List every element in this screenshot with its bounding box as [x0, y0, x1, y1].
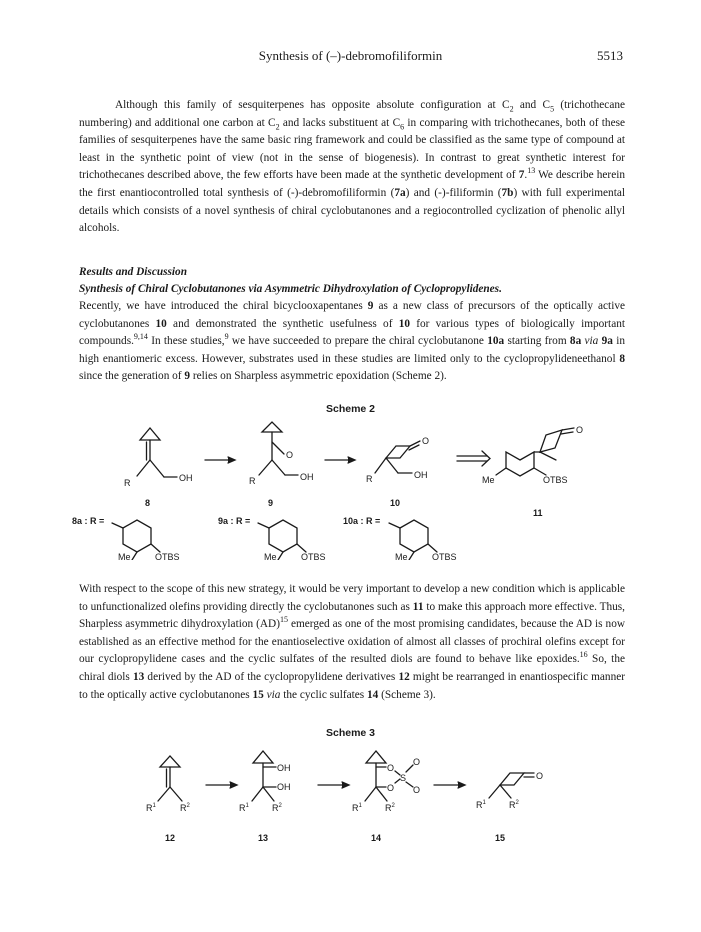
scheme2-11-otbs: OTBS	[543, 475, 568, 485]
compound-11-label: 11	[533, 508, 543, 518]
scheme2-10a-me: Me	[395, 552, 408, 560]
section-heading: Results and Discussion	[79, 266, 187, 278]
scheme-2-diagram	[0, 420, 701, 560]
scheme3-12-r1: $R^1$	[146, 803, 156, 813]
definition-9a: 9a : R =	[218, 516, 251, 526]
compound-14-label: 14	[371, 833, 382, 843]
scheme3-15-r2: $R^2$	[509, 800, 519, 810]
scheme2-10a-otbs: OTBS	[432, 552, 457, 560]
scheme-3-diagram	[0, 745, 701, 855]
scheme2-10-oh: OH	[414, 470, 428, 480]
scheme3-14-o-s2: O	[413, 785, 421, 795]
scheme2-8-r: R	[124, 478, 131, 488]
compound-12-label: 12	[165, 833, 176, 843]
scheme2-9a-otbs: OTBS	[301, 552, 326, 560]
scheme2-9-r: R	[249, 476, 256, 486]
scheme3-14-o-top: O	[387, 763, 395, 773]
scheme2-8-oh: OH	[179, 473, 193, 483]
scheme2-9-o: O	[286, 450, 294, 460]
compound-8-label: 8	[145, 498, 151, 508]
scheme3-14-o-bottom: O	[387, 783, 395, 793]
scheme3-15-o: O	[536, 771, 544, 781]
subsection-heading: Synthesis of Chiral Cyclobutanones via Asymmetric Dihydroxylation of Cyclopropylidenes.	[79, 283, 502, 295]
scheme3-13-r1: $R^1$	[239, 803, 249, 813]
scheme2-8a-otbs: OTBS	[155, 552, 180, 560]
compound-10-label: 10	[390, 498, 401, 508]
scheme2-9a-me: Me	[264, 552, 277, 560]
paragraph-results: Recently, we have introduced the chiral bicyclooxapentanes 9 as a new class of precursors of the optically active cyclobutanones 10 and demonstrated the synthetic usefulness of 10 for various types of biologically important compounds.$^{9,14}$ In these studies,$^9$ we have succeeded to prepare the chiral cyclobutanone 10a starting from 8a via 9a in high enantiomeric excess. However, substrates used in these studies are limited only to the cyclopropylideneethanol 8 since the generation of 9 relies on Sharpless asymmetric epoxidation (Scheme 2).	[79, 300, 626, 383]
definition-8a: 8a : R =	[72, 516, 105, 526]
scheme2-10-r: R	[366, 474, 373, 484]
scheme3-14-r1: $R^1$	[352, 803, 362, 813]
scheme3-15-r1: $R^1$	[476, 800, 486, 810]
scheme-3-label: Scheme 3	[325, 727, 376, 739]
compound-15-label: 15	[495, 833, 506, 843]
page-number: 5513	[597, 48, 623, 63]
scheme3-13-oh-top: OH	[277, 763, 291, 773]
scheme3-12-r2: $R^2$	[180, 803, 190, 813]
paragraph-ad-strategy: With respect to the scope of this new strategy, it would be very important to develop a new condition which is applicable to unfunctionalized olefins providing directly the cyclobutanones such as 11 to make this approach more effective. Thus, Sharpless asymmetric dihydroxylation (AD)$^{15}$ emerged as one of the most promising candidates, because the AD is now established as an effective method for the enantioselective oxidation of almost all classes of prochiral olefins except for our cyclopropylidene cases and the cyclic sulfates of the resulted diols are found to behave like epoxides.$^{16}$ So, the chiral diols 13 derived by the AD of the cyclopropylidene derivatives 12 might be rearranged in enantiospecific manner to the optically active cyclobutanones 15 via the cyclic sulfates 14 (Scheme 3).	[79, 583, 626, 701]
running-header	[0, 48, 701, 66]
compound-13-label: 13	[258, 833, 269, 843]
definition-10a: 10a : R =	[343, 516, 381, 526]
scheme2-11-o: O	[576, 425, 584, 435]
scheme2-10-o: O	[422, 436, 430, 446]
scheme-2-label: Scheme 2	[325, 403, 376, 415]
paragraph-intro: Although this family of sesquiterpenes has opposite absolute configuration at $C_2$ and $C_5$ (trichothecane numbering) and additional one carbon at $C_2$ and lacks substituent at $C_6$ in comparing with trichothecanes, both of these families of sesquiterpenes have the same basic ring framework and could be classified as the same type of compound at least in the synthetic point of view (not in the sense of biogenesis). In contrast to great synthetic interest for trichothecanes described above, the few efforts have been made at the synthetic development of 7.13 We describe herein the first enantiocontrolled total synthesis of (-)-debromofiliformin (7a) and (-)-filiformin (7b) with full experimental details which consists of a novel synthesis of chiral cyclobutanones and a regiocontrolled cyclization of phenolic allyl alcohols.	[79, 99, 625, 235]
scheme3-14-s: S	[400, 773, 407, 783]
scheme3-13-r2: $R^2$	[272, 803, 282, 813]
scheme2-9-oh: OH	[300, 472, 314, 482]
scheme2-8a-me: Me	[118, 552, 131, 560]
scheme2-11-me: Me	[482, 475, 495, 485]
running-title: Synthesis of (–)-debromofiliformin	[258, 48, 443, 63]
scheme3-13-oh-bottom: OH	[277, 782, 291, 792]
scheme3-14-r2: $R^2$	[385, 803, 395, 813]
compound-9-label: 9	[268, 498, 274, 508]
scheme3-14-o-s1: O	[413, 757, 421, 767]
